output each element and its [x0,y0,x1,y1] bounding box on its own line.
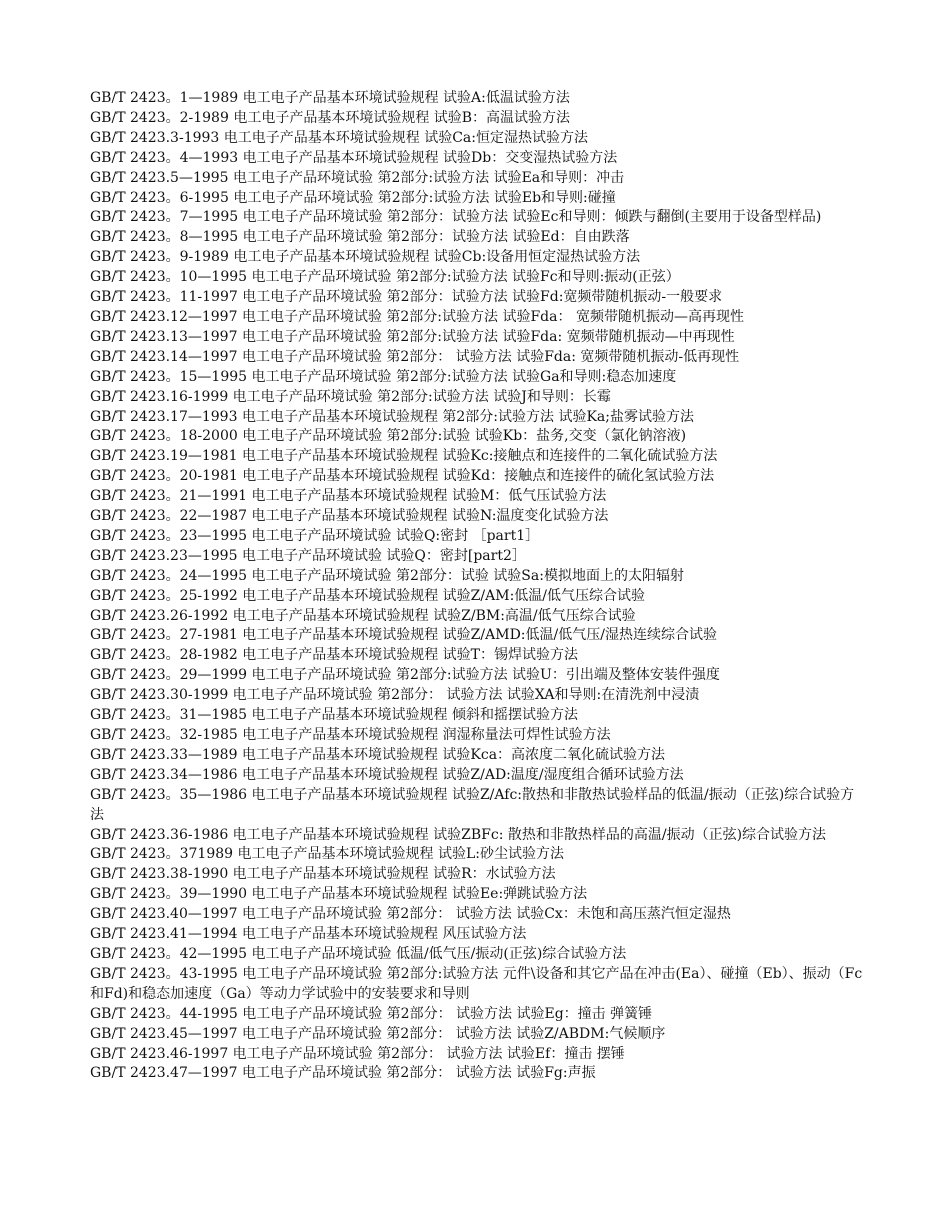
standard-entry: GB/T 2423.38-1990 电工电子产品基本环境试验规程 试验R：水试验方法 [90,866,556,883]
standard-entry: GB/T 2423。23—1995 电工电子产品环境试验 试验Q:密封 ［part1］ [90,527,540,544]
standard-entry: GB/T 2423。8—1995 电工电子产品环境试验 第2部分：试验方法 试验Ed：自由跌落 [90,229,630,246]
standard-entry: GB/T 2423。39—1990 电工电子产品基本环境试验规程 试验Ee:弹跳试验方法 [90,886,588,903]
standard-entry: GB/T 2423。35—1986 电工电子产品基本环境试验规程 试验Z/Afc:散热和非散热试验样品的低温/振动（正弦)综合试验方法 [90,786,855,823]
standard-entry: GB/T 2423.17—1993 电工电子产品基本环境试验规程 第2部分:试验方法 试验Ka;盐雾试验方法 [90,408,694,425]
standard-entry: GB/T 2423.45—1997 电工电子产品环境试验 第2部分： 试验方法 试验Z/ABDM:气候顺序 [90,1025,666,1042]
standard-entry: GB/T 2423。32-1985 电工电子产品基本环境试验规程 润湿称量法可焊性试验方法 [90,727,611,743]
standard-entry: GB/T 2423。22—1987 电工电子产品基本环境试验规程 试验N:温度变化试验方法 [90,508,609,525]
standard-entry: GB/T 2423.16-1999 电工电子产品环境试验 第2部分:试验方法 试验J和导则：长霉 [90,388,611,405]
standard-entry: GB/T 2423.36-1986 电工电子产品基本环境试验规程 试验ZBFc: 散热和非散热样品的高温/振动（正弦)综合试验方法 [90,826,827,843]
standard-entry: GB/T 2423.47—1997 电工电子产品环境试验 第2部分： 试验方法 试验Fg:声振 [90,1065,596,1082]
standard-entry: GB/T 2423。2-1989 电工电子产品基本环境试验规程 试验B：高温试验方法 [90,109,571,126]
standard-entry: GB/T 2423。29—1999 电工电子产品环境试验 第2部分:试验方法 试验U：引出端及整体安装件强度 [90,667,720,684]
standard-entry: GB/T 2423。44-1995 电工电子产品环境试验 第2部分： 试验方法 试验Eg：撞击 弹簧锤 [90,1005,653,1022]
standard-entry: GB/T 2423.33—1989 电工电子产品基本环境试验规程 试验Kca：高浓度二氧化硫试验方法 [90,746,666,763]
standard-entry: GB/T 2423。7—1995 电工电子产品环境试验 第2部分：试验方法 试验Ec和导则：倾跌与翻倒(主要用于设备型样品) [90,209,822,226]
standard-entry: GB/T 2423。10—1995 电工电子产品环境试验 第2部分:试验方法 试验Fc和导则:振动(正弦） [90,269,680,286]
standard-entry: GB/T 2423。28-1982 电工电子产品基本环境试验规程 试验T：锡焊试验方法 [90,647,579,664]
standard-entry: GB/T 2423.14—1997 电工电子产品环境试验 第2部分： 试验方法 试验Fda: 宽频带随机振动-低再现性 [90,348,740,365]
standard-entry: GB/T 2423。4—1993 电工电子产品基本环境试验规程 试验Db：交变湿热试验方法 [90,149,618,166]
standards-list [90,89,865,1084]
standard-entry: GB/T 2423.30-1999 电工电子产品环境试验 第2部分： 试验方法 试验XA和导则:在清洗剂中浸渍 [90,687,700,704]
standard-entry: GB/T 2423。20-1981 电工电子产品基本环境试验规程 试验Kd：接触点和连接件的硫化氢试验方法 [90,468,715,485]
standard-entry: GB/T 2423。43-1995 电工电子产品环境试验 第2部分:试验方法 元件\设备和其它产品在冲击(Ea）、碰撞（Eb）、振动（Fc和Fd)和稳态加速度（Ga）等动力学试验中的安装要求和导则 [90,965,863,1002]
standard-entry: GB/T 2423。31—1985 电工电子产品基本环境试验规程 倾斜和摇摆试验方法 [90,707,578,724]
standard-entry: GB/T 2423。42—1995 电工电子产品环境试验 低温/低气压/振动(正弦)综合试验方法 [90,945,627,962]
standard-entry: GB/T 2423.12—1997 电工电子产品环境试验 第2部分:试验方法 试验Fda： 宽频带随机振动—高再现性 [90,308,744,325]
standard-entry: GB/T 2423。27-1981 电工电子产品基本环境试验规程 试验Z/AMD:低温/低气压/湿热连续综合试验 [90,627,717,644]
standard-entry: GB/T 2423。9-1989 电工电子产品基本环境试验规程 试验Cb:设备用恒定湿热试验方法 [90,249,641,266]
standard-entry: GB/T 2423。1—1989 电工电子产品基本环境试验规程 试验A:低温试验方法 [90,90,570,106]
standard-entry: GB/T 2423。18-2000 电工电子产品环境试验 第2部分:试验 试验Kb：盐务,交变（氯化钠溶液) [90,428,687,445]
standard-entry: GB/T 2423.5—1995 电工电子产品环境试验 第2部分:试验方法 试验Ea和导则：冲击 [90,169,625,186]
standard-entry: GB/T 2423。6-1995 电工电子产品环境试验 第2部分:试验方法 试验Eb和导则:碰撞 [90,189,616,206]
standard-entry: GB/T 2423.19—1981 电工电子产品基本环境试验规程 试验Kc:接触点和连接件的二氧化硫试验方法 [90,448,718,465]
standard-entry: GB/T 2423.41—1994 电工电子产品基本环境试验规程 风压试验方法 [90,926,527,943]
standard-entry: GB/T 2423。25-1992 电工电子产品基本环境试验规程 试验Z/AM:低温/低气压综合试验 [90,587,646,604]
standard-entry: GB/T 2423.34—1986 电工电子产品基本环境试验规程 试验Z/AD:温度/湿度组合循环试验方法 [90,766,684,783]
standard-entry: GB/T 2423。371989 电工电子产品基本环境试验规程 试验L:砂尘试验方法 [90,846,564,863]
standard-entry: GB/T 2423。21—1991 电工电子产品基本环境试验规程 试验M：低气压试验方法 [90,488,607,505]
standard-entry: GB/T 2423.40—1997 电工电子产品环境试验 第2部分： 试验方法 试验Cx：未饱和高压蒸汽恒定湿热 [90,906,731,923]
standard-entry: GB/T 2423。15—1995 电工电子产品环境试验 第2部分:试验方法 试验Ga和导则:稳态加速度 [90,368,677,385]
standard-entry: GB/T 2423.3-1993 电工电子产品基本环境试验规程 试验Ca:恒定湿热试验方法 [90,129,588,146]
standard-entry: GB/T 2423.46-1997 电工电子产品环境试验 第2部分： 试验方法 试验Ef：撞击 摆锤 [90,1045,625,1062]
standard-entry: GB/T 2423.23—1995 电工电子产品环境试验 试验Q：密封[part2］ [90,547,526,564]
standard-entry: GB/T 2423。24—1995 电工电子产品环境试验 第2部分：试验 试验Sa:模拟地面上的太阳辐射 [90,567,684,584]
standard-entry: GB/T 2423。11-1997 电工电子产品环境试验 第2部分：试验方法 试验Fd:宽频带随机振动-一般要求 [90,289,723,306]
standard-entry: GB/T 2423.13—1997 电工电子产品环境试验 第2部分:试验方法 试验Fda: 宽频带随机振动—中再现性 [90,328,735,345]
standard-entry: GB/T 2423.26-1992 电工电子产品基本环境试验规程 试验Z/BM:高温/低气压综合试验 [90,607,636,624]
